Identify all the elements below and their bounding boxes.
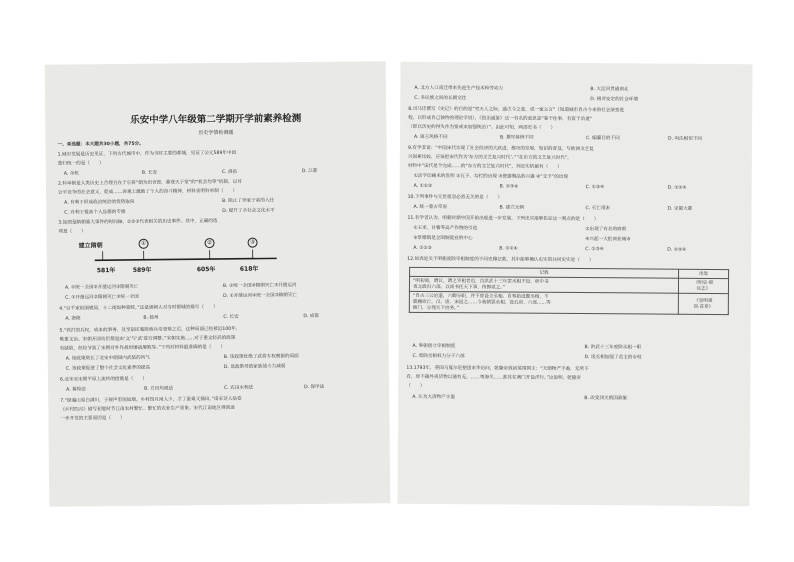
q7-option-d: D. 相对安定的社会环境 — [590, 97, 639, 103]
q9-option-a: A. ①②③ — [413, 183, 433, 189]
q6-option-c: C. 农田水利法 — [224, 385, 254, 391]
q7-option-b: B. 大运河贯通南北 — [590, 87, 629, 93]
records-table — [409, 267, 729, 315]
q9-option-d: D. ①②④ — [667, 185, 687, 191]
q6-option-b: B. 方田均税法 — [144, 386, 174, 392]
q4-option-a: A. 洛阳 — [65, 316, 81, 322]
q12-option-d: D. 废丞相加强了君主的专权 — [584, 355, 642, 361]
timeline — [77, 238, 287, 280]
q9-option-b: B. ②③④ — [499, 184, 519, 190]
q7-line-2: 《乡村四月》描写初夏时节江南农村繁忙、繁忙的农业生产景象。宋代江南地区得到进 — [60, 405, 235, 413]
timeline-year-1: 581年 — [96, 267, 116, 275]
q7-line-1: 7.“绿遍山原白满川，子规声里雨如烟。乡村四月闲人少，才了蚕桑又插田。”南宋诗人翁卷 — [60, 396, 242, 404]
q11-statement-3: ③景德镇是全国制瓷业的中心 — [413, 235, 473, 242]
q8-line-2: 程，以形成自己独特的理论学说），《资治通鉴》这一书名的意思是“鉴于往事，有资于治道” — [408, 115, 593, 123]
q13-line-1: 13.1793年，英国马戛尔尼使团来华访问，乾隆帝致函英国国王：“天朝物产丰盈，无所不 — [406, 365, 589, 373]
q13-option-a: A. 认为大清物产丰盈 — [412, 394, 455, 401]
table-row — [409, 291, 728, 314]
source-2-line-1: 《皇明祖 — [694, 298, 713, 304]
q1-option-b: B. 长安 — [141, 170, 158, 176]
q3-line-1: 3.如图是隋朝重大事件的时间轴，①②③代表相关的历史事件。其中，正确的选 — [58, 218, 218, 226]
q1-line-2: 重归统一的是（ ） — [57, 161, 104, 167]
q6-line-1: 6.北宋至宋朝平原上流传的措施是（ ） — [59, 376, 148, 383]
source-1-line-2: 官志》 — [696, 286, 711, 292]
timeline-year-4: 618年 — [239, 265, 259, 273]
record-2-line-3: 衙门，分理天下庶务。” — [412, 305, 459, 312]
q10-option-a: A. 统一蒙古草原 — [413, 204, 448, 211]
q2-option-c: C. 有利于提高个人品德的专修 — [64, 209, 126, 216]
timeline-mark-3: ③ — [248, 238, 258, 248]
q4-option-c: C. 长安 — [223, 314, 239, 320]
q8-line-1: 8.司马迁撰写《史记》的目的是“究天人之际，通古今之变，成一家之言”（知道城市自古今来的社会演变进 — [408, 106, 625, 114]
q11-option-d: D. ②③④ — [667, 247, 687, 253]
q13-option-b: B. 改变闭关锁国政策 — [584, 396, 628, 402]
q2-line-1: 2.科举制是人类历史上合理且在于它将“朝为田舍郎，暮登天子堂”的“机会均等”机制，以对 — [57, 179, 242, 187]
timeline-mark-2: ② — [205, 238, 215, 248]
q5-option-b: B. 该政策杜绝了武将专权割据的局面 — [223, 354, 299, 360]
record-2-line-2: 旋踵而亡，汉、唐、宋因之……今我朝罢丞相，设五府、六部……等 — [412, 299, 551, 306]
q9-option-c: C. ①③④ — [585, 185, 605, 191]
timeline-start-label: 建立隋朝 — [78, 242, 103, 250]
table-cell-source — [678, 278, 728, 293]
source-1-line-1: 《明史·职 — [693, 280, 714, 286]
q4-option-d: D. 成都 — [303, 313, 320, 320]
q13-line-2: 有，原不藉外夷货物以通有无。……粤海关……准其在澳门开设洋行。”这说明，乾隆帝 — [406, 374, 582, 382]
q5-option-c: C. 该政策促进了整个社会文化素养的提高 — [65, 365, 151, 372]
q8-option-b: B. 撰写体例不同 — [500, 135, 534, 141]
q3-option-c: C. ①开凿运河②隋朝灭亡③统一全国 — [65, 294, 139, 301]
q2-option-a: A. 有利于形成政治统治的优势取向 — [64, 199, 135, 206]
q2-option-d: D. 提升了全社会文化水平 — [222, 208, 275, 214]
q11-line-1: 11.有学者认为，明朝时期中国开始出现进一步发展，下列史实能够佐证这一观点的是（ ） — [407, 215, 599, 223]
q1-option-c: C. 洛邑 — [221, 169, 238, 175]
q2-option-b: B. 阻止了世家子弟的入仕 — [222, 198, 275, 204]
q10-option-b: B. 建立元朝 — [499, 205, 524, 211]
q5-line-1: 5.“铁打的兵权，成本的事务，及至赵匡胤陈桥兵变登基之后，这种局面已经被近100年， — [59, 326, 241, 334]
q9-line-2: 兴因素比较，应该把宋代作为‘东方的文艺复兴时代’。”“在东方的文艺复兴时代”， — [407, 154, 572, 161]
q11-statement-1: ①玉米、甘薯等高产作物的引进 — [413, 225, 478, 232]
q4-line-1: 4.“百千家似围棋局，十二街如种菜畦。”这是唐朝人对当时都城的描写（ ） — [59, 304, 218, 312]
page-subtitle: 历史学情检测题 — [198, 129, 234, 137]
q13-line-3: （ ） — [406, 383, 425, 389]
timeline-year-2: 589年 — [132, 266, 152, 274]
timeline-mark-1: ① — [139, 239, 149, 249]
q7-option-a: A. 北方人口南迁带来先进生产技术和劳动力 — [414, 85, 504, 92]
q10-option-c: C. 灭亡南宋 — [585, 206, 611, 212]
q8-option-a: A. 语言风格不同 — [414, 134, 448, 141]
q1-option-d: D. 江都 — [301, 168, 318, 175]
q5-line-2: 唯重文治。宋朝开国功臣都是由‘文’与‘武’进行调整。”宋朝实施……对于重文轻武的政策 — [59, 335, 236, 343]
timeline-year-3: 605年 — [196, 266, 216, 274]
q12-line-1: 12.如表是关于明朝废除宰相制度的不同史籍记载，其中能够确认史实的共同史实是（ ） — [407, 256, 594, 264]
q8-line-3: （即以历史的得失作为鉴戒来加强统治）”。由此可知，两部史书（ ） — [408, 124, 556, 131]
source-2-line-2: 训·首章》 — [693, 304, 714, 310]
q1-option-a: A. 余杭 — [63, 171, 80, 177]
table-cell-source — [678, 293, 728, 314]
record-1-line-1: “明初刻，谓议，谓之宰相者也，自洪武十三年罢丞相不设，析中书 — [412, 278, 549, 285]
q11-option-b: B. ①②④ — [499, 246, 518, 252]
q12-option-b: B. 洪武十三年废除丞相一职 — [584, 345, 642, 351]
page-title: 乐安中学八年级第二学期开学前素养检测 — [130, 113, 302, 126]
q5-option-a: A. 该政策助长了北宋中期国内武装的风气 — [65, 355, 150, 362]
q5-line-3: 有缺陷，但经节致了宋朝对外作战时屡战屡败等。”下列对材料最准确的是（ ） — [59, 344, 226, 352]
table-header-source: 出处 — [679, 269, 729, 278]
q11-option-c: C. ①③④ — [585, 247, 604, 253]
left-page — [45, 61, 391, 507]
right-page — [397, 62, 752, 506]
q9-line-3: 材料中“宋代是个完成……的“东方的文艺复兴时代”，判定实依据有（ ） — [407, 163, 562, 170]
q6-option-d: D. 保甲法 — [304, 384, 325, 391]
q3-option-a: A. ①统一全国②开凿运河③隋朝灭亡 — [65, 284, 139, 291]
q5-option-d: D. 该政策导致家族战斗力减弱 — [223, 364, 286, 370]
q8-option-c: C. 编纂目的不同 — [585, 136, 620, 142]
q1-line-1: 1.城市发展是历史见证，下列古代城市中，作为当时主要的都城，见证了公元589年中国 — [57, 150, 237, 158]
q3-option-d: D. ①开凿运河②统一全国③隋朝灭亡 — [223, 293, 298, 299]
q9-line-1: 9.有学者说：“中国宋代实现了社会经济的大跃进，都市的发展，知识的普及，与欧洲文艺复 — [407, 145, 594, 153]
q2-line-2: 公平竞争的社会意义，促成……客观上激励了个人的奋斗精神，材料表明科举制（ ） — [58, 188, 238, 196]
section-heading: 一、单选题：本大题共30小题，共75分。 — [57, 141, 144, 148]
q9-statements: ①活字印刷术的发明 ②瓦子、勾栏的出现 ③瓷器制品的兴盛 ④“交子”的出现 — [413, 173, 569, 180]
q7-line-3: 一步开发的主要原因是（ ） — [60, 415, 125, 422]
q3-option-b: B. ①统一全国②隋朝灭亡③开凿运河 — [222, 283, 297, 289]
q12-option-c: C. 废除丞相权力分于六部 — [412, 353, 465, 360]
q11-statement-4: ④兴起一大批商业城市 — [585, 237, 631, 243]
q11-statement-2: ②出现了有名的商帮 — [585, 227, 627, 233]
q11-option-a: A. ①②③ — [413, 245, 432, 251]
record-1-line-2: 省之政归六部，以尚书任天下事，侍郎贰之。” — [412, 284, 505, 291]
q10-option-d: D. 定都大都 — [667, 206, 693, 212]
q10-line-1: 10.下列事件与元世祖忽必烈无关的是（ ） — [407, 194, 503, 201]
table-header-record: 记载 — [410, 267, 679, 278]
q6-option-a: A. 募役法 — [66, 387, 86, 393]
q8-option-d: D. 叫法相似不同 — [667, 136, 703, 142]
q7-option-c: C. 多民族之间的长期交往 — [414, 95, 467, 102]
table-cell-record — [409, 291, 678, 314]
q12-option-a: A. 秦朝创立宰相制度 — [412, 343, 456, 350]
q4-option-b: B. 扬州 — [143, 315, 159, 321]
record-2-line-1: “自古三公论道，六卿分职，并不曾设立丞相。自秦始设置丞相，不 — [412, 293, 549, 300]
q3-line-2: 项是（ ） — [58, 229, 87, 235]
